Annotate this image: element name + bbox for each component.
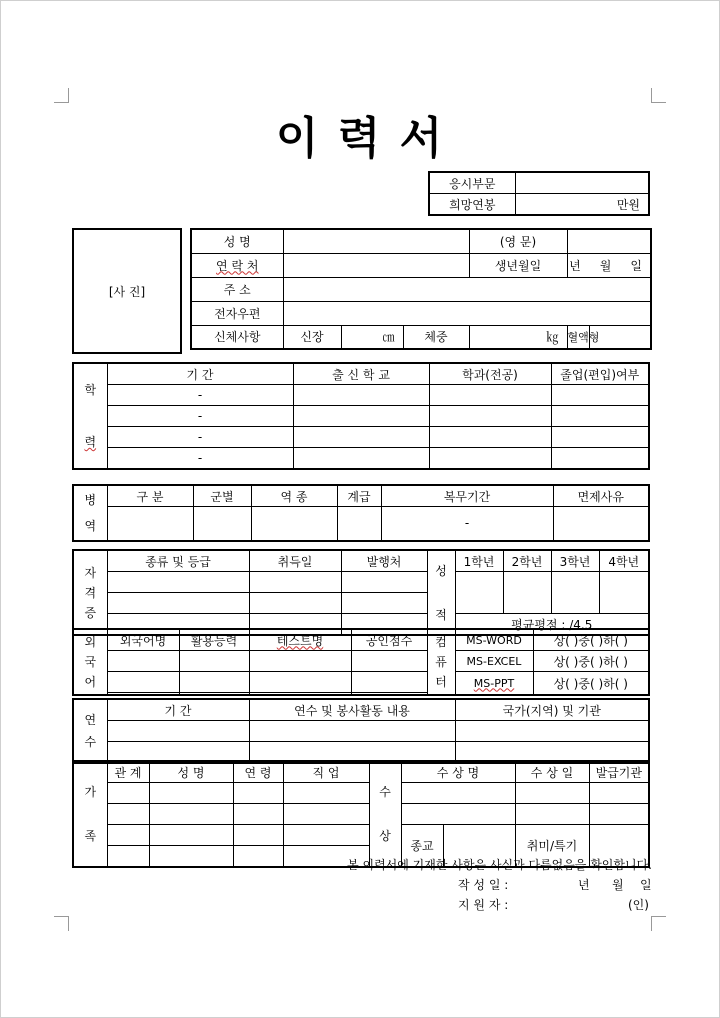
family-cell[interactable]: [283, 783, 369, 804]
address-field[interactable]: [283, 277, 651, 301]
col-header: 면제사유: [553, 485, 649, 507]
grade-side-label: [427, 550, 455, 635]
military-side-char: 병: [84, 492, 97, 507]
eng-name-label: (영 문): [469, 229, 567, 253]
training-side-label: [73, 699, 107, 763]
eng-name-field[interactable]: [567, 229, 651, 253]
col-header: 관 계: [107, 761, 149, 783]
education-side-label: [73, 363, 107, 469]
exemption-cell[interactable]: [553, 507, 649, 541]
language-cell[interactable]: [249, 651, 351, 672]
contact-label-text: 연 락 처: [216, 258, 259, 273]
education-table: [72, 362, 650, 470]
training-cell[interactable]: [249, 721, 455, 742]
family-cell[interactable]: [107, 804, 149, 825]
photo-box[interactable]: [72, 228, 182, 354]
birth-month-unit: 월: [599, 258, 612, 273]
license-side-char: 증: [84, 605, 97, 620]
award-cell[interactable]: [515, 783, 589, 804]
name-field[interactable]: [283, 229, 469, 253]
religion-label: 종교: [401, 825, 443, 868]
col-header: 기 간: [107, 363, 293, 385]
pc-level-cell[interactable]: 상( )중( )하( ): [533, 651, 649, 672]
pc-skill-label: MS-EXCEL: [455, 651, 533, 672]
license-cell[interactable]: [249, 572, 341, 593]
family-cell[interactable]: [283, 825, 369, 846]
graduation-cell[interactable]: [551, 385, 649, 406]
language-cell[interactable]: [249, 672, 351, 693]
col-header: 학과(전공): [429, 363, 551, 385]
date-label: 작 성 일 :: [458, 878, 509, 892]
graduation-cell[interactable]: [551, 427, 649, 448]
blood-label: 혈액형: [567, 325, 589, 349]
dept-field[interactable]: [515, 172, 649, 194]
col-header: 수 상 명: [401, 761, 515, 783]
language-side-char: 외: [84, 635, 97, 649]
award-side-char: 상: [379, 829, 391, 843]
computer-side-char: 컴: [435, 635, 447, 649]
address-label: 주 소: [191, 277, 283, 301]
family-side-char: 가: [84, 785, 97, 799]
family-side-char: 족: [84, 829, 97, 843]
date-month[interactable]: 월: [612, 878, 624, 892]
pc-level-cell[interactable]: 상( )중( )하( ): [533, 629, 649, 651]
col-header: 졸업(편입)여부: [551, 363, 649, 385]
birth-year-unit: 년: [569, 258, 581, 273]
award-side-label: [369, 761, 401, 867]
col-header: 복무기간: [381, 485, 553, 507]
award-cell[interactable]: [589, 783, 649, 804]
major-cell[interactable]: [429, 427, 551, 448]
grade-side-char: 적: [435, 607, 447, 622]
grade-cell[interactable]: [551, 572, 599, 614]
major-cell[interactable]: [429, 406, 551, 427]
col-header: 연 령: [233, 761, 283, 783]
col-header: 공인점수: [351, 629, 427, 651]
award-cell[interactable]: [401, 804, 515, 825]
service-period-cell[interactable]: -: [381, 507, 553, 541]
license-side-char: 격: [84, 585, 97, 600]
birth-field[interactable]: [567, 253, 651, 277]
applicant-label: 지 원 자 :: [458, 898, 509, 912]
col-header: 활용능력: [179, 629, 249, 651]
family-cell[interactable]: [283, 804, 369, 825]
grade-cell[interactable]: [503, 572, 551, 614]
grade-cell[interactable]: [599, 572, 649, 614]
language-cell[interactable]: [107, 672, 179, 693]
salary-unit[interactable]: 만원: [515, 194, 649, 216]
license-cell[interactable]: [107, 572, 249, 593]
crop-mark: [54, 916, 69, 931]
date-year[interactable]: 년: [578, 878, 590, 892]
license-side-label: [73, 550, 107, 635]
school-cell[interactable]: [293, 385, 429, 406]
period-cell[interactable]: -: [107, 427, 293, 448]
license-cell[interactable]: [249, 593, 341, 614]
col-header: 취득일: [249, 550, 341, 572]
language-cell[interactable]: [179, 672, 249, 693]
language-side-label: [73, 629, 107, 695]
col-header: 국가(지역) 및 기관: [455, 699, 649, 721]
service-type-cell[interactable]: [107, 507, 193, 541]
pc-skill-label: [455, 672, 533, 696]
training-side-char: 연: [84, 713, 97, 727]
rank-cell[interactable]: [337, 507, 381, 541]
language-cell[interactable]: [351, 651, 427, 672]
service-kind-cell[interactable]: [251, 507, 337, 541]
language-side-char: 어: [84, 675, 97, 689]
col-header: 연수 및 봉사활동 내용: [249, 699, 455, 721]
period-cell[interactable]: -: [107, 385, 293, 406]
col-header: 종류 및 등급: [107, 550, 249, 572]
period-cell[interactable]: -: [107, 448, 293, 470]
col-header: 발급기관: [589, 761, 649, 783]
award-cell[interactable]: [401, 783, 515, 804]
military-table: [72, 484, 650, 542]
branch-cell[interactable]: [193, 507, 251, 541]
contact-label: [191, 253, 283, 277]
crop-mark: [54, 88, 69, 103]
family-side-label: [73, 761, 107, 867]
language-cell[interactable]: [249, 693, 351, 696]
col-header: [249, 629, 351, 651]
email-label: 전자우편: [191, 301, 283, 325]
crop-mark: [651, 88, 666, 103]
license-table: [72, 549, 650, 636]
page-title: 이 력 서: [275, 113, 445, 164]
language-cell[interactable]: [351, 672, 427, 693]
training-cell[interactable]: [107, 721, 249, 742]
ms-ppt-text: MS-PPT: [473, 676, 515, 690]
col-header: 계급: [337, 485, 381, 507]
award-cell[interactable]: [589, 804, 649, 825]
family-cell[interactable]: [149, 783, 233, 804]
graduation-cell[interactable]: [551, 406, 649, 427]
major-cell[interactable]: [429, 385, 551, 406]
email-field[interactable]: [283, 301, 651, 325]
contact-field[interactable]: [283, 253, 469, 277]
grade-header: 1학년: [455, 550, 503, 572]
test-name-header-text: 테스트명: [276, 633, 324, 648]
school-cell[interactable]: [293, 406, 429, 427]
language-cell[interactable]: [179, 651, 249, 672]
col-header: 성 명: [149, 761, 233, 783]
col-header: 외국어명: [107, 629, 179, 651]
weight-field[interactable]: ㎏: [469, 325, 567, 349]
col-header: 기 간: [107, 699, 249, 721]
col-header: 역 종: [251, 485, 337, 507]
language-cell[interactable]: [107, 651, 179, 672]
computer-side-label: [427, 629, 455, 695]
training-table: [72, 698, 650, 764]
award-side-char: 수: [379, 785, 391, 799]
family-cell[interactable]: [107, 825, 149, 846]
language-cell[interactable]: [179, 693, 249, 696]
family-cell[interactable]: [233, 825, 283, 846]
family-cell[interactable]: [233, 783, 283, 804]
award-cell[interactable]: [515, 804, 589, 825]
height-label: 신장: [283, 325, 341, 349]
grade-header: 3학년: [551, 550, 599, 572]
name-label: 성 명: [191, 229, 283, 253]
birth-day-unit: 일: [630, 258, 643, 273]
col-header: 발행처: [341, 550, 427, 572]
hobby-label: 취미/특기: [515, 825, 589, 868]
gpa-cell[interactable]: 평균평점 : /4.5: [455, 614, 649, 636]
education-side-char: 학: [84, 383, 97, 397]
training-cell[interactable]: [455, 721, 649, 742]
license-cell[interactable]: [341, 572, 427, 593]
computer-side-char: 퓨: [435, 655, 447, 669]
dept-label: 응시부문: [429, 172, 515, 194]
license-cell[interactable]: [107, 593, 249, 614]
grade-header: 4학년: [599, 550, 649, 572]
body-label: 신체사항: [191, 325, 283, 349]
family-table: [72, 760, 650, 868]
family-cell[interactable]: [107, 846, 149, 868]
computer-side-char: 터: [435, 675, 447, 689]
col-header: 군별: [193, 485, 251, 507]
military-side-label: [73, 485, 107, 541]
family-cell[interactable]: [149, 825, 233, 846]
seal-label[interactable]: (인): [628, 898, 649, 912]
license-side-char: 자: [84, 565, 97, 580]
period-cell[interactable]: -: [107, 406, 293, 427]
major-cell[interactable]: [429, 448, 551, 470]
military-side-char: 역: [84, 518, 97, 533]
family-cell[interactable]: [149, 846, 233, 868]
pc-level-cell[interactable]: 상( )중( )하( ): [533, 672, 649, 696]
personal-table: [190, 228, 652, 350]
pc-skill-label: MS-WORD: [455, 629, 533, 651]
training-side-char: 수: [84, 735, 97, 749]
col-header: 출 신 학 교: [293, 363, 429, 385]
language-table: [72, 628, 650, 696]
grade-cell[interactable]: [455, 572, 503, 614]
height-field[interactable]: ㎝: [341, 325, 403, 349]
date-day[interactable]: 일: [640, 878, 652, 892]
col-header: 직 업: [283, 761, 369, 783]
language-side-char: 국: [84, 655, 97, 669]
apply-table: [428, 171, 650, 216]
family-cell[interactable]: [149, 804, 233, 825]
crop-mark: [651, 916, 666, 931]
grade-side-char: 성: [435, 563, 447, 578]
graduation-cell[interactable]: [551, 448, 649, 470]
school-cell[interactable]: [293, 427, 429, 448]
photo-label: [사 진]: [108, 284, 146, 299]
weight-label: 체중: [403, 325, 469, 349]
language-cell[interactable]: [351, 693, 427, 696]
family-cell[interactable]: [233, 846, 283, 868]
confirm-statement: 본 이력서에 기재한 사항은 사실과 다름없음을 확인합니다.: [347, 858, 652, 872]
salary-label: 희망연봉: [429, 194, 515, 216]
education-side-char: 력: [84, 435, 97, 449]
language-cell[interactable]: [107, 693, 179, 696]
birth-label: 생년월일: [469, 253, 567, 277]
license-cell[interactable]: [341, 593, 427, 614]
school-cell[interactable]: [293, 448, 429, 470]
family-cell[interactable]: [233, 804, 283, 825]
col-header: 수 상 일: [515, 761, 589, 783]
grade-header: 2학년: [503, 550, 551, 572]
family-cell[interactable]: [107, 783, 149, 804]
col-header: 구 분: [107, 485, 193, 507]
